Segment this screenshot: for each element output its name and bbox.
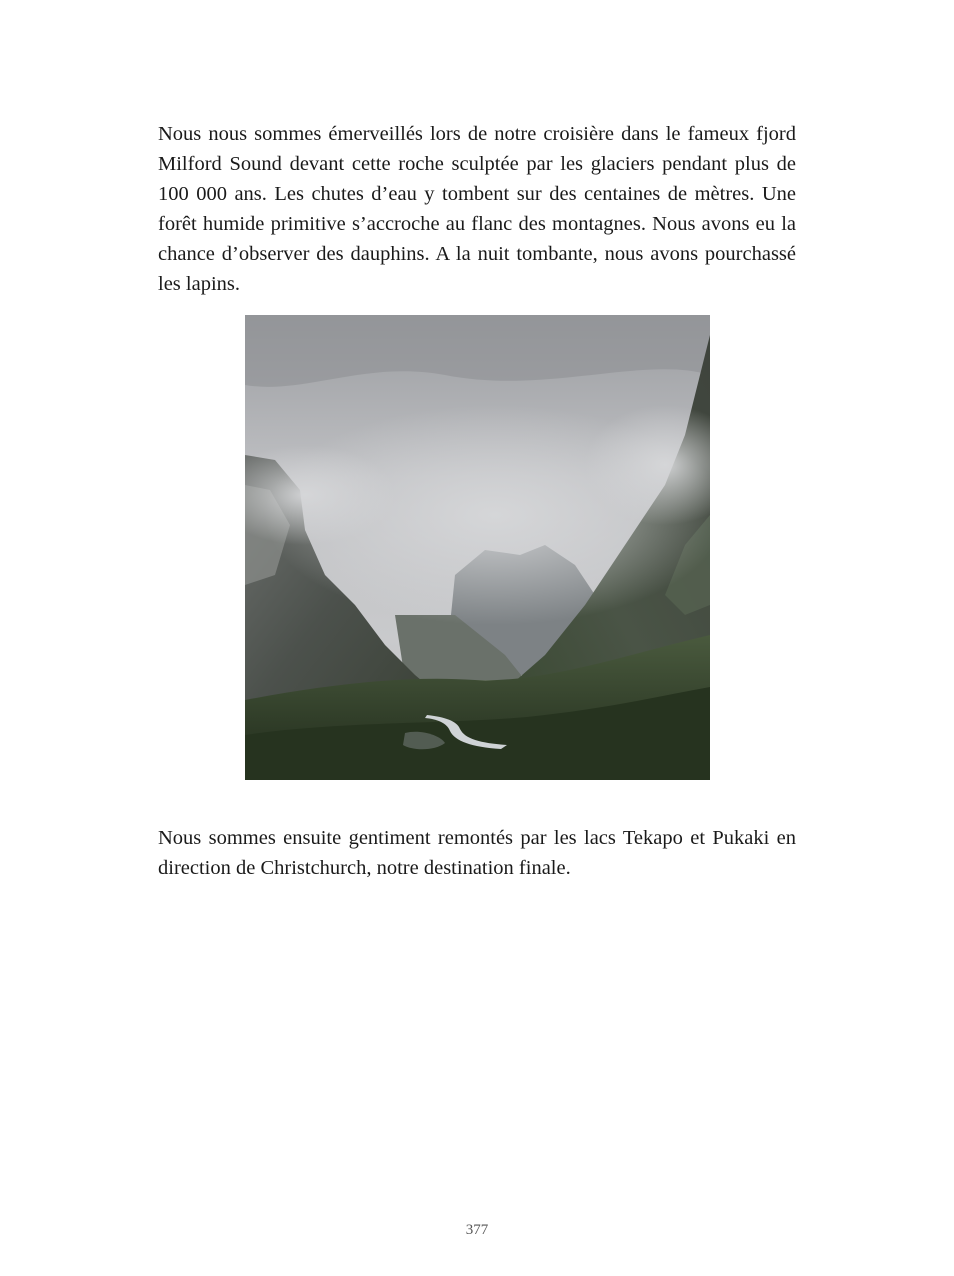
page-number: 377 bbox=[465, 1222, 489, 1238]
paragraph-tekapo-pukaki: Nous sommes ensuite gentiment remontés par les lacs Tekapo et Pukaki en direction de Christchurch, notre destination finale. bbox=[158, 827, 796, 879]
misty-valley-photo bbox=[245, 315, 710, 780]
paragraph-milford-sound: Nous nous sommes émerveillés lors de notre croisière dans le fameux fjord Milford Sound devant cette roche sculptée par les glaciers pendant plus de 100 000 ans. Les chutes d’eau y tombent sur des centaines de mètres. Une forêt humide primitive s’accroche au flanc des montagnes. Nous avons eu la chance d’observer des dauphins. A la nuit tombante, nous avons pourchassé les lapins. bbox=[158, 123, 796, 295]
